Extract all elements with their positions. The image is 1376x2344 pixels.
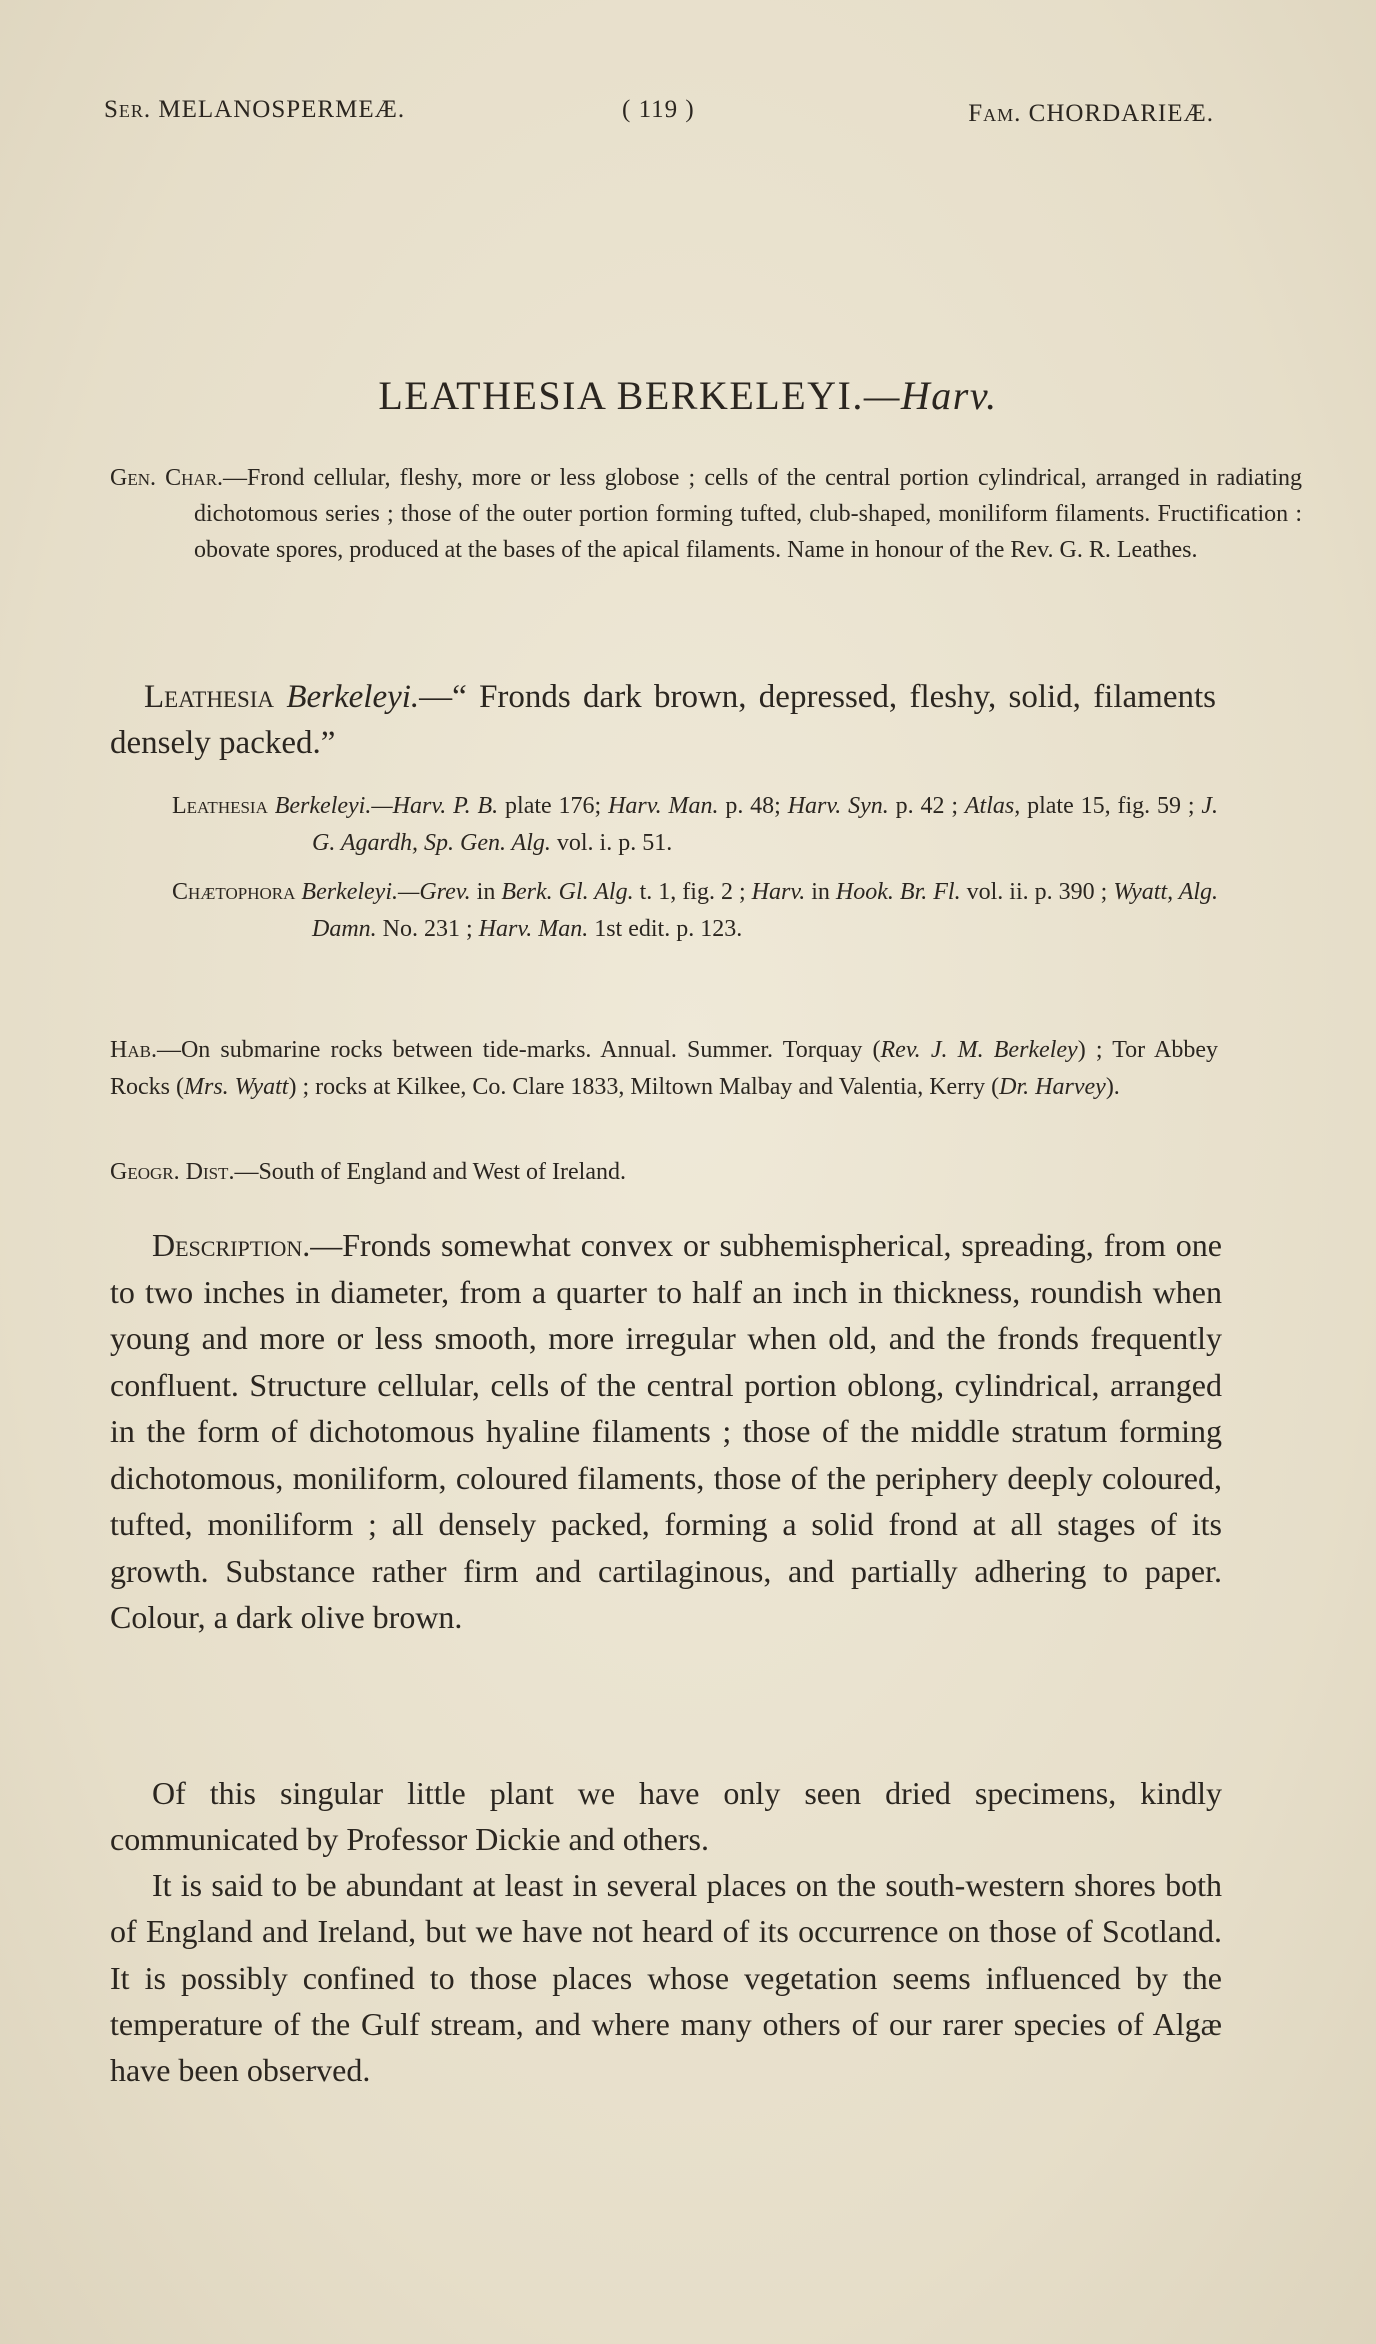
species-diagnosis-text: —“ Fronds dark brown, depressed, fleshy, solid, filaments densely packed.” [110, 679, 1216, 761]
synonym-citation: Atlas, [964, 793, 1021, 819]
synonym-citation: Harv. [751, 879, 806, 905]
habitat-text: —On submarine rocks between tide-marks. Annual. Summer. Torquay ( [156, 1037, 881, 1063]
synonym-text: in [470, 879, 502, 905]
species-title-authority: —Harv. [863, 373, 998, 418]
habitat [110, 1032, 1218, 1106]
synonym-citation: Harv. Man. [478, 916, 589, 942]
genus-character [110, 460, 1302, 568]
paragraph: It is said to be abundant at least in several places on the south-western shores both of England and Ireland, but we have not heard of its occurrence on those of Scotland. It is possibly confined to those places whose vegetation seems influenced by the temperature of the Gulf stream, and where many others of our rarer species of Algæ have been observed. [110, 1867, 1222, 2089]
synonym-genus: Leathesia [172, 793, 268, 819]
synonym-text: vol. ii. p. 390 ; [960, 879, 1114, 905]
species-title [0, 372, 1376, 419]
habitat-collector: Dr. Harvey [999, 1074, 1106, 1100]
synonym-citation: J. G. Agardh, Sp. Gen. Alg. [312, 793, 1219, 856]
habitat-collector: Mrs. Wyatt [184, 1074, 289, 1100]
description-text: —Fronds somewhat convex or subhemispherical, spreading, from one to two inches in diameter, from a quarter to half an inch in thickness, roundish when young and more or less smooth, more irregular when old, and the fronds frequently confluent. Structure cellular, cells of the central portion oblong, cylindrical, arranged in the form of dichotomous hyaline filaments ; those of the middle stratum forming dichotomous, moniliform, coloured filaments, those of the periphery deeply coloured, tufted, moniliform ; all densely packed, forming a solid frond at all stages of its growth. Substance rather firm and cartilaginous, and partially adhering to paper. Colour, a dark olive brown. [110, 1227, 1222, 1635]
synonym-entry [172, 874, 1218, 948]
paragraph: Of this singular little plant we have only seen dried specimens, kindly communicated by Professor Dickie and others. [110, 1775, 1222, 1857]
synonym-citation: Wyatt, Alg. Damn. [312, 879, 1219, 942]
synonym-text: p. 42 ; [888, 793, 965, 819]
genus-character-text: —Frond cellular, fleshy, more or less globose ; cells of the central portion cylindrical, arranged in radiating dichotomous series ; those of the outer portion forming tufted, club-shaped, moniliform filaments. Fructification : obovate spores, produced at the bases of the apical filaments. Name in honour of the Rev. G. R. Leathes. [194, 465, 1302, 563]
synonymy [172, 788, 1218, 960]
geographic-distribution-label: Geogr. Dist. [110, 1159, 235, 1185]
synonym-text: vol. i. p. 51. [550, 830, 673, 856]
species-title-name: LEATHESIA BERKELEYI. [378, 373, 864, 418]
running-head [104, 96, 1214, 136]
running-head-left: Ser. MELANOSPERMEÆ. [104, 96, 406, 123]
species-diagnosis-epithet: Berkeleyi. [286, 679, 420, 715]
species-diagnosis [110, 674, 1216, 766]
synonym-text: plate 15, fig. 59 ; [1020, 793, 1202, 819]
habitat-text: ) ; Tor Abbey Rocks ( [110, 1037, 1218, 1100]
running-head-right: Fam. CHORDARIEÆ. [968, 100, 1214, 127]
species-diagnosis-genus: Leathesia [144, 679, 275, 715]
description [110, 1222, 1222, 1641]
habitat-text: ) ; rocks at Kilkee, Co. Clare 1833, Miltown Malbay and Valentia, Kerry ( [288, 1074, 1000, 1100]
geographic-distribution-text: —South of England and West of Ireland. [234, 1159, 626, 1185]
synonym-text: 1st edit. p. 123. [588, 916, 743, 942]
geographic-distribution [110, 1154, 1218, 1191]
synonym-text: plate 176; [498, 793, 609, 819]
habitat-label: Hab. [110, 1037, 157, 1063]
habitat-text: ). [1105, 1074, 1120, 1100]
synonym-text: p. 48; [718, 793, 788, 819]
description-label: Description. [152, 1227, 311, 1263]
synonym-entry [172, 788, 1218, 862]
synonym-citation: Harv. Syn. [787, 793, 889, 819]
habitat-collector: Rev. J. M. Berkeley [880, 1037, 1078, 1063]
synonym-citation: Harv. Man. [608, 793, 719, 819]
synonym-epithet: Berkeleyi.—Grev. [301, 879, 471, 905]
synonym-text: t. 1, fig. 2 ; [633, 879, 752, 905]
genus-character-label: Gen. Char. [110, 465, 224, 491]
synonym-citation: Berk. Gl. Alg. [501, 879, 634, 905]
page-number: ( 119 ) [622, 96, 695, 123]
synonym-epithet: Berkeleyi.—Harv. P. B. [274, 793, 499, 819]
synonym-text: No. 231 ; [376, 916, 479, 942]
synonym-text: in [805, 879, 836, 905]
synonym-genus: Chætophora [172, 879, 296, 905]
synonym-citation: Hook. Br. Fl. [835, 879, 961, 905]
